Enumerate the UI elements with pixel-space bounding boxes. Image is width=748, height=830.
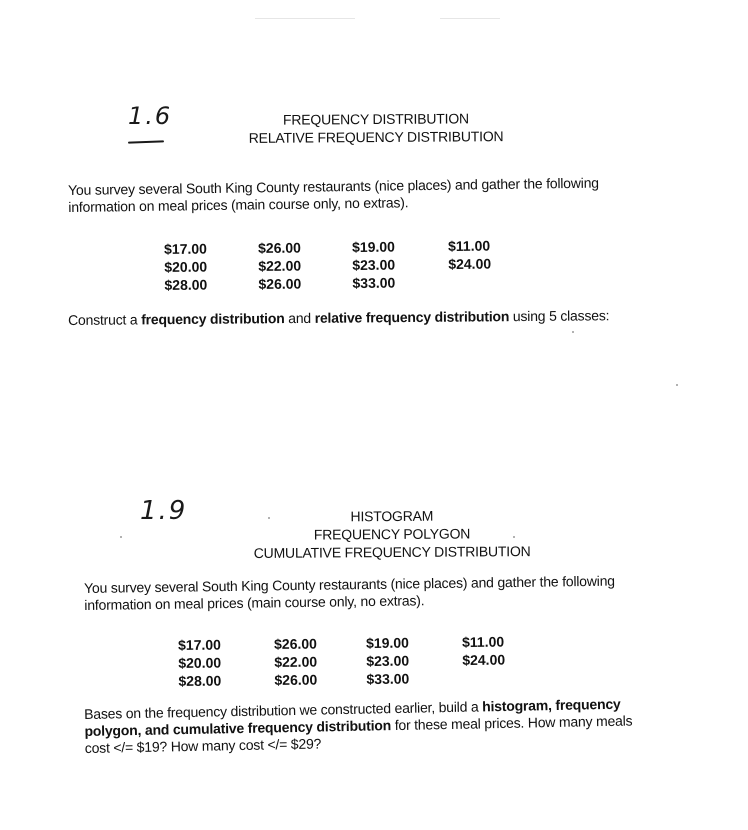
price-column	[462, 633, 505, 669]
section1-heading-line1: FREQUENCY DISTRIBUTION	[282, 110, 469, 128]
price-value: $11.00	[447, 237, 491, 255]
section2-heading-line3: CUMULATIVE FREQUENCY DISTRIBUTION	[253, 543, 531, 561]
price-column	[352, 238, 395, 292]
section1-intro-line1: You survey several South King County restaurants (nice places) and gather the following	[68, 174, 599, 198]
handwritten-underline	[128, 140, 164, 143]
price-value: $20.00	[164, 258, 208, 275]
price-column	[164, 240, 207, 294]
scan-dot	[120, 536, 122, 538]
task-text: Construct a	[68, 311, 142, 328]
price-value: $19.00	[352, 238, 395, 256]
task-text: and	[284, 309, 315, 327]
price-value: $33.00	[352, 274, 396, 292]
price-value: $28.00	[164, 276, 208, 293]
price-value: $11.00	[461, 633, 505, 651]
price-column	[366, 634, 409, 688]
price-value: $24.00	[448, 255, 492, 273]
section1-heading	[200, 109, 552, 147]
task-bold-text: relative frequency distribution	[314, 308, 510, 326]
section2-intro	[84, 572, 688, 614]
price-value: $17.00	[178, 636, 222, 653]
price-value: $20.00	[178, 654, 222, 671]
price-column	[258, 239, 301, 293]
price-value: $26.00	[274, 671, 318, 688]
price-value: $19.00	[366, 634, 409, 652]
price-value: $28.00	[178, 672, 222, 689]
price-value: $26.00	[258, 239, 301, 257]
price-value: $22.00	[274, 653, 318, 670]
scan-dot	[676, 384, 678, 386]
section2-price-table	[178, 632, 539, 696]
section1-intro-line2: information on meal prices (main course only, no extras).	[68, 194, 409, 215]
price-value: $26.00	[258, 275, 302, 293]
scan-mark	[255, 18, 355, 19]
scan-mark	[440, 18, 500, 19]
price-value: $26.00	[274, 635, 317, 652]
task-text: for these meal prices. How many meals	[390, 712, 633, 734]
price-value: $17.00	[164, 240, 208, 257]
section2-task-line3: cost </= $19? How many cost </= $29?	[84, 735, 322, 756]
section1-task	[68, 307, 688, 329]
section1-price-table	[164, 236, 525, 300]
task-text: Bases on the frequency distribution we constructed earlier, build a	[84, 698, 483, 722]
section1-intro	[68, 173, 688, 216]
price-column	[274, 635, 317, 689]
section2-task	[84, 694, 695, 757]
section-number-1-6: 1.6	[128, 102, 173, 130]
price-column	[178, 636, 221, 690]
task-bold-text: histogram, frequency	[482, 695, 621, 715]
price-value: $33.00	[366, 670, 410, 688]
section2-intro-line2: information on meal prices (main course only, no extras).	[84, 592, 425, 613]
section2-intro-line1: You survey several South King County restaurants (nice places) and gather the following	[84, 572, 615, 596]
price-value: $24.00	[462, 651, 506, 669]
task-bold-text: frequency distribution	[141, 310, 285, 328]
section2-heading-line1: HISTOGRAM	[350, 507, 434, 525]
section-number-1-9: 1.9	[140, 496, 188, 526]
scan-dot	[572, 331, 574, 333]
section1-heading-line2: RELATIVE FREQUENCY DISTRIBUTION	[248, 128, 504, 146]
price-value: $22.00	[258, 257, 302, 275]
task-text: using 5 classes:	[509, 307, 610, 325]
price-value: $23.00	[366, 652, 410, 670]
task-bold-text: polygon, and cumulative frequency distribution	[84, 717, 392, 739]
price-value: $23.00	[352, 256, 396, 274]
section2-heading	[230, 506, 554, 562]
price-column	[448, 237, 491, 273]
section2-heading-line2: FREQUENCY POLYGON	[313, 525, 471, 543]
